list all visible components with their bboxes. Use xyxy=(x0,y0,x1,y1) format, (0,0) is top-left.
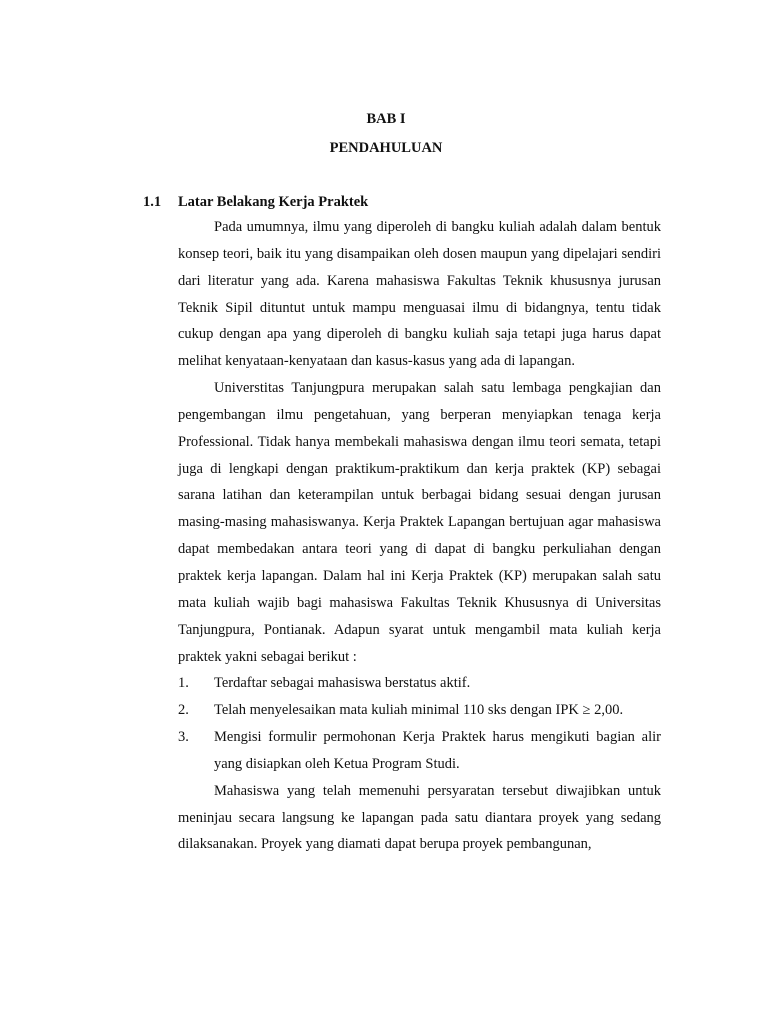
list-item xyxy=(178,697,661,724)
chapter-number: BAB I xyxy=(366,111,406,127)
paragraph-2: Universtitas Tanjungpura merupakan salah satu lembaga pengkajian dan pengembangan ilmu pengetahuan, yang berperan menyiapkan tenaga kerja Professional. Tidak hanya membekali mahasiswa dengan ilmu teori semata, tetapi juga di lengkapi dengan praktikum-praktikum dan kerja praktek (KP) sebagai sarana latihan dan keterampilan untuk berbagai bidang sesuai dengan jurusan masing-masing mahasiswanya. Kerja Praktek Lapangan bertujuan agar mahasiswa dapat membedakan antara teori yang di dapat di bangku perkuliahan dengan praktek kerja lapangan. Dalam hal ini Kerja Praktek (KP) merupakan salah satu mata kuliah wajib bagi mahasiswa Fakultas Teknik Khususnya di Universitas Tanjungpura, Pontianak. Adapun syarat untuk mengambil mata kuliah kerja praktek yakni sebagai berikut : xyxy=(178,380,661,665)
list-item xyxy=(178,724,661,778)
list-item-text: Mengisi formulir permohonan Kerja Praktek harus mengikuti bagian alir yang disiapkan oleh Ketua Program Studi. xyxy=(214,729,661,772)
requirements-list xyxy=(178,670,661,777)
body-text xyxy=(178,214,661,858)
chapter-title: PENDAHULUAN xyxy=(329,140,443,156)
list-item-text: Telah menyelesaikan mata kuliah minimal 110 sks dengan IPK ≥ 2,00. xyxy=(214,702,624,719)
section-title: Latar Belakang Kerja Praktek xyxy=(178,194,369,210)
section-heading xyxy=(143,192,368,212)
paragraph-1: Pada umumnya, ilmu yang diperoleh di bangku kuliah adalah dalam bentuk konsep teori, baik itu yang disampaikan oleh dosen maupun yang dipelajari sendiri dari literatur yang ada. Karena mahasiswa Fakultas Teknik khususnya jurusan Teknik Sipil dituntut untuk mampu menguasai ilmu di bidangnya, tentu tidak cukup dengan apa yang diperoleh di bangku kuliah saja tetapi juga harus dapat melihat kenyataan-kenyataan dan kasus-kasus yang ada di lapangan. xyxy=(178,219,661,370)
list-item-number: 3. xyxy=(178,729,189,746)
list-item-text: Terdaftar sebagai mahasiswa berstatus aktif. xyxy=(214,675,471,692)
list-item xyxy=(178,670,661,697)
list-item-number: 2. xyxy=(178,702,189,719)
list-item-number: 1. xyxy=(178,675,189,692)
section-number: 1.1 xyxy=(143,194,162,210)
paragraph-3: Mahasiswa yang telah memenuhi persyaratan tersebut diwajibkan untuk meninjau secara langsung ke lapangan pada satu diantara proyek yang sedang dilaksanakan. Proyek yang diamati dapat berupa proyek pembangunan, xyxy=(178,782,661,853)
